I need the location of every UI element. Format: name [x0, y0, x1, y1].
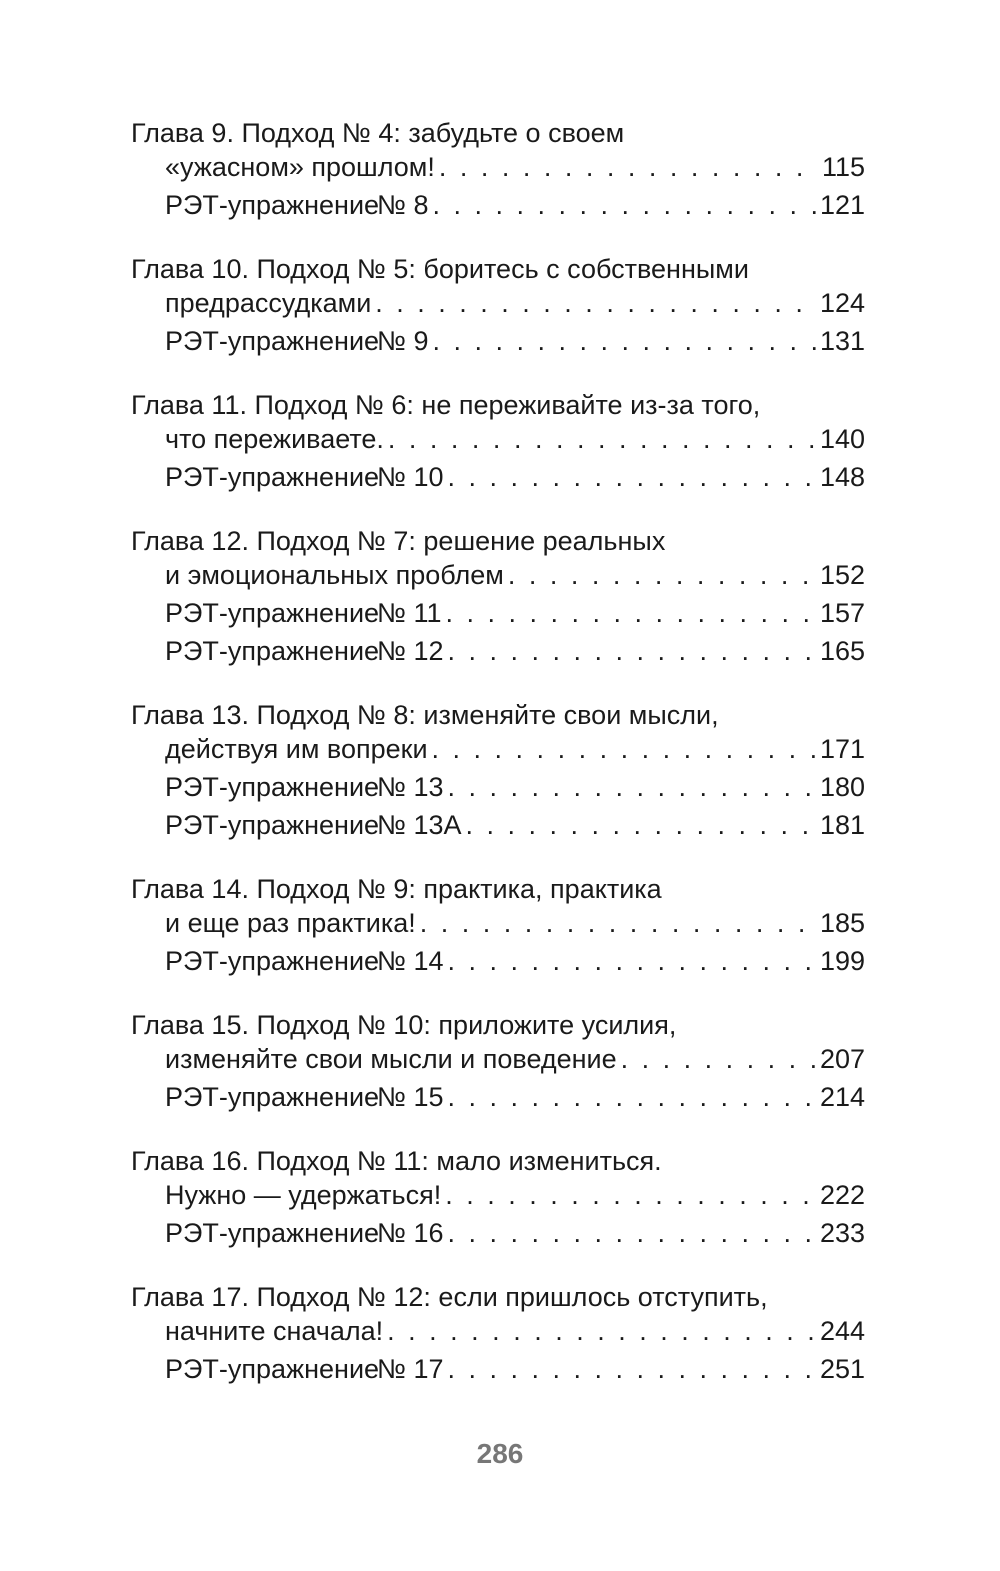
chapter-title-cont: предрассудками	[165, 288, 372, 318]
exercise-page-number: 180	[819, 772, 865, 802]
exercise-label: РЭТ-упражнение	[165, 1218, 380, 1248]
exercise-number: № 9	[377, 326, 429, 356]
chapter-page-number: 222	[819, 1180, 865, 1210]
dot-leader	[432, 324, 815, 358]
chapter-title-continuation	[131, 1042, 865, 1076]
chapter-page-number: 140	[819, 424, 865, 454]
dot-leader	[448, 460, 816, 494]
exercise-page-number: 121	[819, 190, 865, 220]
chapter-title-continuation	[131, 1178, 865, 1212]
exercise-label: РЭТ-упражнение	[165, 598, 380, 628]
exercise-entry	[131, 944, 865, 978]
dot-leader	[375, 286, 816, 320]
exercise-label: РЭТ-упражнение	[165, 190, 380, 220]
dot-leader	[448, 944, 816, 978]
exercise-label: РЭТ-упражнение	[165, 1082, 380, 1112]
chapter-title-continuation	[131, 906, 865, 940]
chapter-title-continuation	[131, 732, 865, 766]
chapter-title-cont: изменяйте свои мысли и поведение	[165, 1044, 617, 1074]
exercise-page-number: 165	[819, 636, 865, 666]
exercise-entry	[131, 1216, 865, 1250]
chapter-title: Глава 13. Подход № 8: изменяйте свои мысли,	[131, 700, 719, 730]
exercise-label: РЭТ-упражнение	[165, 772, 380, 802]
chapter-page-number: 171	[819, 734, 865, 764]
dot-leader	[439, 150, 818, 184]
exercise-entry	[131, 460, 865, 494]
dot-leader	[388, 422, 816, 456]
exercise-number: № 15	[377, 1082, 444, 1112]
chapter-title-continuation	[131, 558, 865, 592]
dot-leader	[432, 188, 815, 222]
exercise-label: РЭТ-упражнение	[165, 326, 380, 356]
exercise-page-number: 181	[819, 810, 865, 840]
dot-leader	[420, 906, 816, 940]
chapter-title: Глава 11. Подход № 6: не переживайте из-за того,	[131, 390, 761, 420]
dot-leader	[445, 1178, 816, 1212]
chapter-entry	[131, 388, 865, 494]
chapter-page-number: 124	[819, 288, 865, 318]
exercise-number: № 10	[377, 462, 444, 492]
exercise-label: РЭТ-упражнение	[165, 946, 380, 976]
exercise-label: РЭТ-упражнение	[165, 636, 380, 666]
exercise-entry	[131, 1080, 865, 1114]
exercise-entry	[131, 324, 865, 358]
exercise-number: № 11	[377, 598, 442, 628]
chapter-title-continuation	[131, 422, 865, 456]
chapter-page-number: 185	[819, 908, 865, 938]
chapter-title: Глава 17. Подход № 12: если пришлось отступить,	[131, 1282, 768, 1312]
dot-leader	[448, 770, 816, 804]
chapter-title-continuation	[131, 286, 865, 320]
exercise-label: РЭТ-упражнение	[165, 810, 380, 840]
dot-leader	[446, 596, 816, 630]
exercise-entry	[131, 634, 865, 668]
chapter-entry	[131, 872, 865, 978]
dot-leader	[621, 1042, 816, 1076]
exercise-page-number: 233	[819, 1218, 865, 1248]
chapter-title-cont: «ужасном» прошлом!	[165, 152, 435, 182]
chapter-page-number: 207	[819, 1044, 865, 1074]
chapter-entry	[131, 116, 865, 222]
chapter-page-number: 244	[819, 1316, 865, 1346]
chapter-entry	[131, 1280, 865, 1386]
exercise-page-number: 148	[819, 462, 865, 492]
exercise-entry	[131, 808, 865, 842]
exercise-entry	[131, 188, 865, 222]
chapter-title: Глава 10. Подход № 5: боритесь с собственными	[131, 254, 749, 284]
exercise-number: № 14	[377, 946, 444, 976]
chapter-entry	[131, 1008, 865, 1114]
chapter-title-cont: и еще раз практика!	[165, 908, 416, 938]
chapter-title: Глава 15. Подход № 10: приложите усилия,	[131, 1010, 677, 1040]
chapter-title-cont: Нужно — удержаться!	[165, 1180, 442, 1210]
dot-leader	[448, 634, 816, 668]
chapter-title: Глава 12. Подход № 7: решение реальных	[131, 526, 666, 556]
exercise-number: № 12	[377, 636, 444, 666]
chapter-title-cont: начните сначала!	[165, 1316, 384, 1346]
exercise-page-number: 157	[819, 598, 865, 628]
exercise-number: № 17	[377, 1354, 444, 1384]
exercise-page-number: 199	[819, 946, 865, 976]
table-of-contents	[131, 116, 865, 1416]
exercise-number: № 16	[377, 1218, 444, 1248]
chapter-entry	[131, 698, 865, 842]
dot-leader	[466, 808, 816, 842]
exercise-number: № 13	[377, 772, 444, 802]
chapter-page-number: 115	[821, 152, 865, 182]
chapter-title-cont: что переживаете.	[165, 424, 384, 454]
dot-leader	[508, 558, 816, 592]
chapter-title: Глава 16. Подход № 11: мало измениться.	[131, 1146, 662, 1176]
dot-leader	[448, 1216, 816, 1250]
exercise-entry	[131, 1352, 865, 1386]
dot-leader	[432, 732, 816, 766]
chapter-title: Глава 14. Подход № 9: практика, практика	[131, 874, 662, 904]
exercise-number: № 13А	[377, 810, 462, 840]
chapter-entry	[131, 1144, 865, 1250]
exercise-number: № 8	[377, 190, 429, 220]
chapter-title: Глава 9. Подход № 4: забудьте о своем	[131, 118, 625, 148]
exercise-entry	[131, 596, 865, 630]
chapter-page-number: 152	[819, 560, 865, 590]
chapter-title-continuation	[131, 1314, 865, 1348]
exercise-page-number: 131	[819, 326, 865, 356]
exercise-page-number: 214	[819, 1082, 865, 1112]
dot-leader	[387, 1314, 816, 1348]
chapter-entry	[131, 252, 865, 358]
chapter-title-continuation	[131, 150, 865, 184]
dot-leader	[448, 1352, 816, 1386]
dot-leader	[448, 1080, 816, 1114]
exercise-label: РЭТ-упражнение	[165, 462, 380, 492]
chapter-entry	[131, 524, 865, 668]
chapter-title-cont: и эмоциональных проблем	[165, 560, 504, 590]
exercise-label: РЭТ-упражнение	[165, 1354, 380, 1384]
exercise-page-number: 251	[819, 1354, 865, 1384]
exercise-entry	[131, 770, 865, 804]
page-number: 286	[476, 1438, 524, 1469]
chapter-title-cont: действуя им вопреки	[165, 734, 428, 764]
